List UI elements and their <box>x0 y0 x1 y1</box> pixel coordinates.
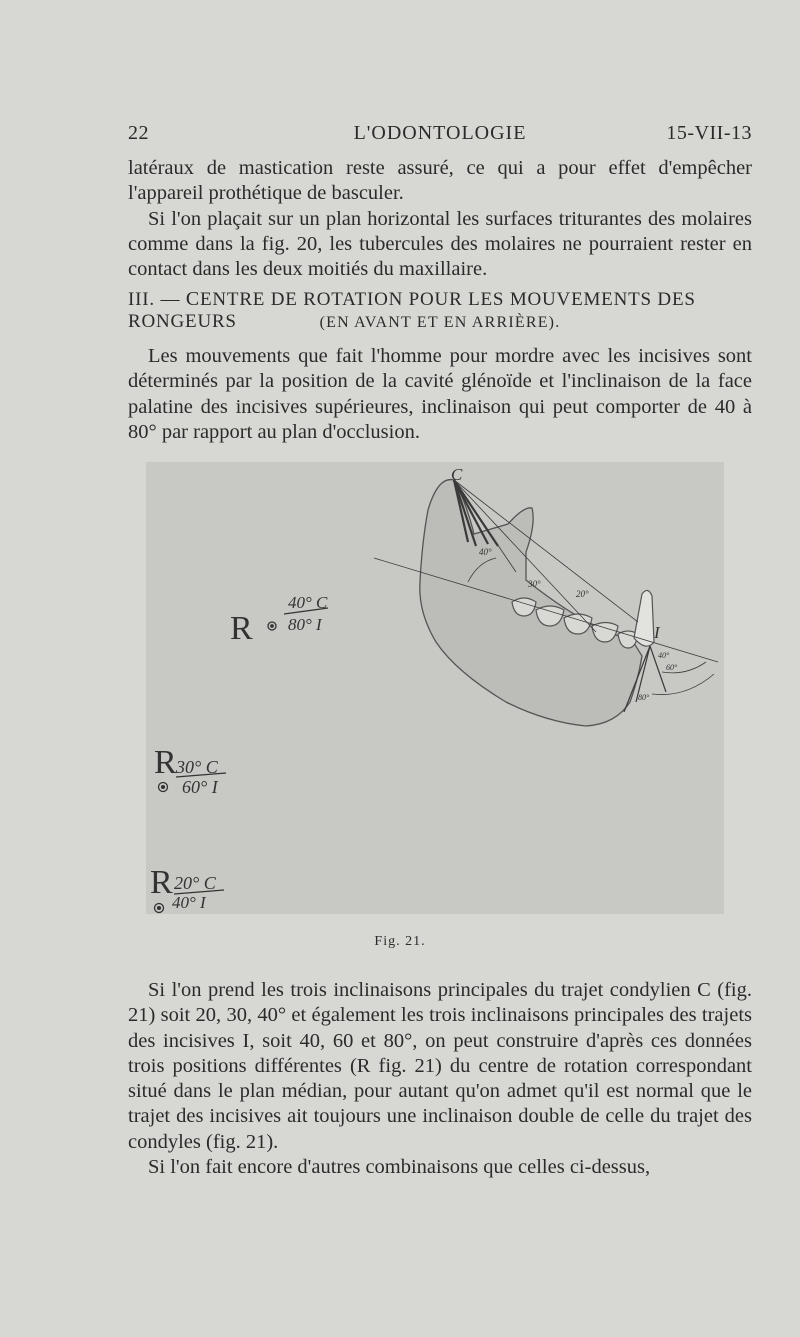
paragraph: Si l'on fait encore d'autres combinaisons que celles ci-dessus, <box>148 1156 651 1179</box>
r-numerator: 20° C <box>174 873 216 893</box>
r-denominator: 60° I <box>182 777 218 797</box>
figure-21 <box>146 462 724 914</box>
running-header <box>128 122 752 148</box>
label-incisor-80: 80° <box>638 693 650 702</box>
paragraph: Les mouvements que fait l'homme pour mordre avec les incisives sont déterminés par la position de la cavité glénoïde et l'inclinaison de la face palatine des incisives supérieures, inclinaison qui peut comporter de 40 à 80° par rapport au plan d'occlusion. <box>128 345 752 443</box>
label-angle-40: 40° <box>479 547 492 557</box>
section-title-cap: C <box>185 288 200 310</box>
paragraph: Si l'on plaçait sur un plan horizontal les surfaces triturantes des molaires comme dans la fig. 20, les tubercules des molaires ne pourraient rester en contact dans les deux moitiés du maxillaire. <box>128 207 752 281</box>
r-letter: R <box>230 610 253 647</box>
label-angle-20: 20° <box>576 589 589 599</box>
paragraph-block <box>128 978 752 1180</box>
r-point-dot <box>271 625 273 627</box>
label-incisor-60: 60° <box>666 663 678 672</box>
label-condyle: C <box>451 465 463 484</box>
figure-caption: Fig. 21. <box>374 934 426 949</box>
label-incisor-40: 40° <box>658 651 670 660</box>
r-denominator: 80° I <box>288 615 322 634</box>
r-point-dot <box>158 907 161 910</box>
r-numerator: 40° C <box>288 593 328 612</box>
mandible-diagram <box>146 462 724 914</box>
r-point-dot <box>162 786 165 789</box>
issue-date: 15-VII-13 <box>666 122 752 144</box>
label-incisor: I <box>654 623 660 642</box>
section-subtitle: (EN AVANT ET EN ARRIÈRE). <box>319 314 561 331</box>
label-angle-30: 30° <box>528 579 541 589</box>
paragraph-continued <box>128 156 752 282</box>
journal-title: L'ODONTOLOGIE <box>353 122 527 144</box>
r-letter: R <box>150 864 173 901</box>
paragraph-line: latéraux de mastication reste assuré, ce qui a pour effet d'empêcher l'appareil prothétique de basculer. <box>128 157 752 205</box>
page-number: 22 <box>128 122 149 144</box>
section-title: ENTRE DE ROTATION POUR LES MOUVEMENTS DES RONGEURS <box>128 289 696 332</box>
paragraph: Si l'on prend les trois inclinaisons principales du trajet condylien C (fig. 21) soit 20, 30, 40° et également les trois inclinaisons principales des trajets des incisives I, soit 40, 60 et 80°, on peut construire d'après ces données trois positions différentes (R fig. 21) du centre de rotation correspondant situé dans le plan médian, pour autant qu'on admet qu'il est normal que le trajet des incisives ait toujours une inclinaison double de celle du trajet des condyles (fig. 21). <box>128 979 752 1153</box>
r-numerator: 30° C <box>176 757 218 777</box>
r-letter: R <box>154 744 177 781</box>
r-denominator: 40° I <box>172 893 206 912</box>
section-number: III. — <box>128 289 181 310</box>
